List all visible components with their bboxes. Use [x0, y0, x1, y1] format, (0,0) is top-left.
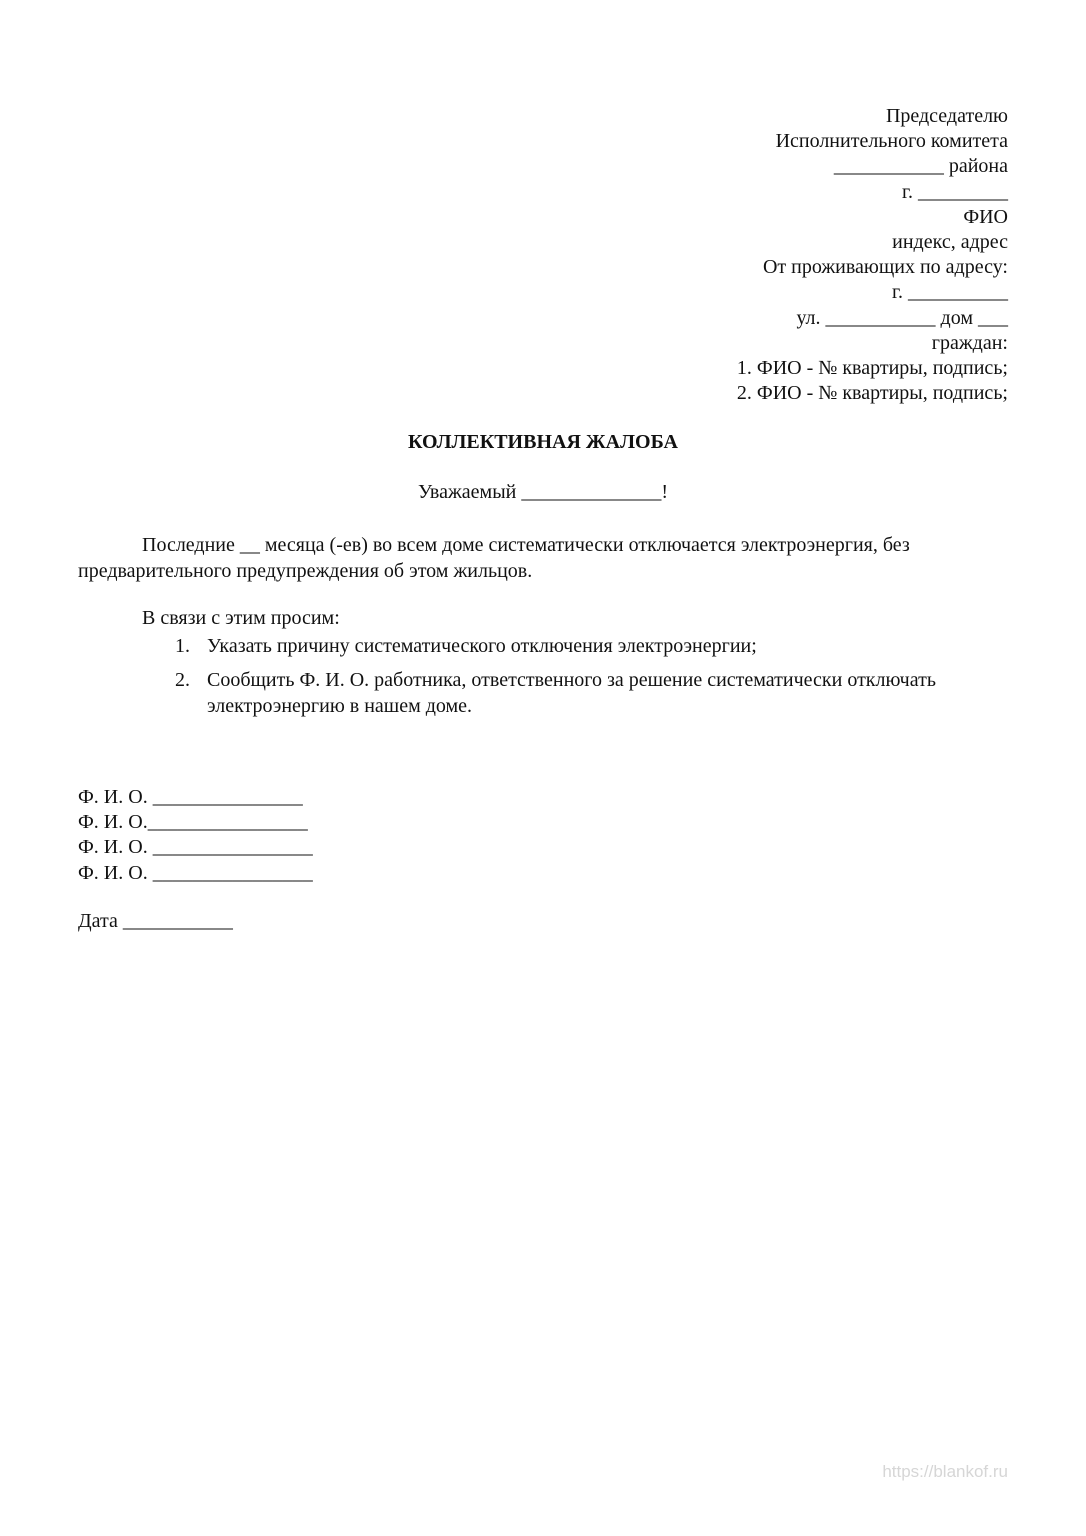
addressee-line: Исполнительного комитета [775, 130, 1008, 153]
addressee-line: граждан: [931, 331, 1008, 354]
document-title: КОЛЛЕКТИВНАЯ ЖАЛОБА [408, 431, 678, 453]
list-item-text: Указать причину систематического отключения электроэнергии; [207, 635, 757, 657]
addressee-line: ___________ района [833, 155, 1008, 178]
signature-line: Ф. И. О. ________________ [78, 861, 313, 884]
request-list [142, 633, 1008, 719]
signature-line: Ф. И. О.________________ [78, 811, 308, 834]
addressee-line: 2. ФИО - № квартиры, подпись; [736, 382, 1008, 405]
request-intro: В связи с этим просим: [142, 607, 340, 629]
signature-block [78, 785, 313, 886]
addressee-line: г. __________ [892, 281, 1008, 304]
addressee-line: г. _________ [902, 180, 1008, 203]
complaint-paragraph: Последние __ месяца (-ев) во всем доме систематически отключается электроэнергия, без предварительного предупреждения об этом жильцов. [78, 534, 910, 582]
addressee-line: Председателю [885, 105, 1008, 127]
date-line: Дата ___________ [78, 910, 233, 932]
signature-line: Ф. И. О. ________________ [78, 836, 313, 859]
greeting-line: Уважаемый ______________! [418, 481, 668, 503]
addressee-line: ФИО [963, 205, 1008, 228]
list-item-number: 1. [175, 635, 190, 657]
list-item [142, 633, 1008, 659]
list-item [142, 667, 1008, 719]
watermark-url: https://blankof.ru [882, 1462, 1008, 1481]
signature-line: Ф. И. О. _______________ [78, 786, 303, 808]
addressee-line: индекс, адрес [892, 231, 1008, 254]
addressee-line: ул. ___________ дом ___ [796, 306, 1008, 329]
addressee-line: От проживающих по адресу: [762, 256, 1008, 279]
list-item-text: Сообщить Ф. И. О. работника, ответственного за решение систематически отключать электроэнергию в нашем доме. [207, 669, 936, 717]
addressee-block [737, 104, 1008, 406]
addressee-line: 1. ФИО - № квартиры, подпись; [736, 357, 1008, 380]
list-item-number: 2. [175, 669, 190, 691]
